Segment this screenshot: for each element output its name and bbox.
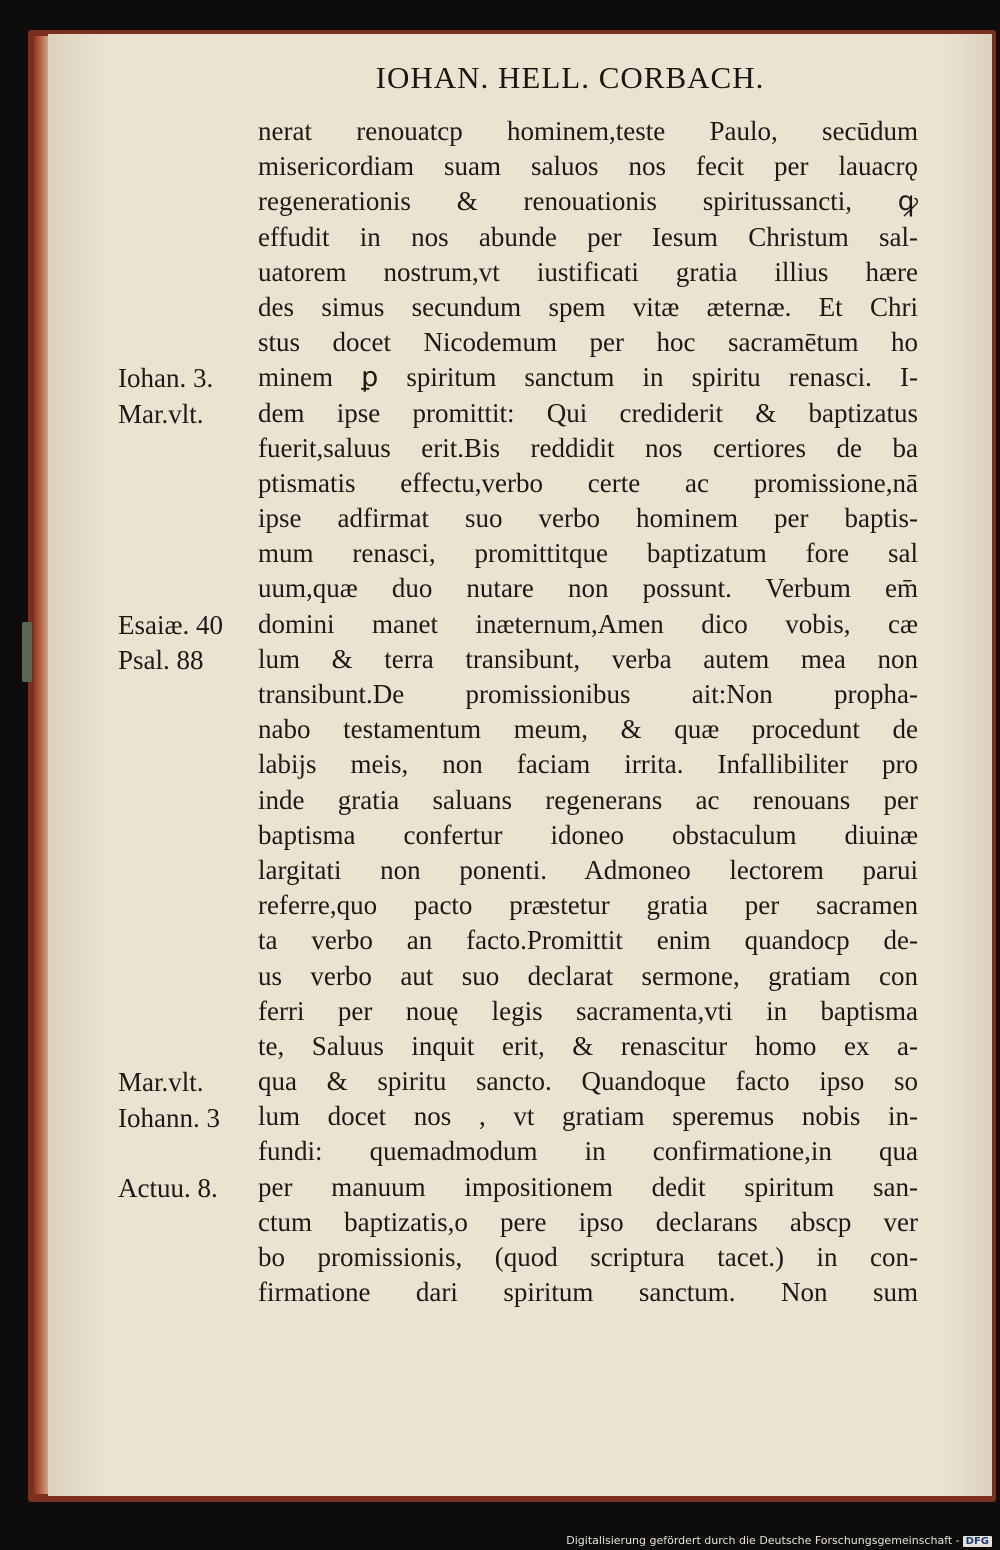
text-line: uatorem nostrum,vt iustificati gratia illius hære — [258, 256, 918, 287]
book-page — [48, 34, 992, 1496]
marginal-reference: Esaiæ. 40 — [118, 609, 223, 640]
text-line: largitati non ponenti. Admoneo lectorem parui — [258, 854, 918, 885]
text-line: misericordiam suam saluos nos fecit per lauacrǫ — [258, 151, 918, 182]
text-line: uum,quæ duo nutare non possunt. Verbum em̄ — [258, 573, 918, 604]
text-line: firmatione dari spiritum sanctum. Non sum — [258, 1277, 918, 1308]
marginal-reference: Mar.vlt. — [118, 1067, 204, 1098]
body-text — [258, 114, 918, 1310]
text-line: lum docet nos , vt gratiam speremus nobis in- — [258, 1101, 918, 1132]
footer-credit — [566, 1534, 992, 1547]
text-line: referre,quo pacto præstetur gratia per sacramen — [258, 890, 918, 921]
text-line: bo promissionis, (quod scriptura tacet.) in con- — [258, 1242, 918, 1272]
text-line: labijs meis, non faciam irrita. Infallibiliter pro — [258, 749, 918, 780]
text-line: ptismatis effectu,verbo certe ac promissione,nā — [258, 467, 918, 498]
marginal-reference: Mar.vlt. — [118, 398, 204, 429]
text-line: baptisma confertur idoneo obstaculum diuinæ — [258, 819, 918, 850]
footer-credit-text: Digitalisierung gefördert durch die Deutsche Forschungsgemeinschaft - — [566, 1534, 960, 1547]
text-line: nabo testamentum meum, & quæ procedunt de — [258, 714, 918, 745]
text-line: ipse adfirmat suo verbo hominem per baptis- — [258, 503, 918, 534]
marginal-reference: Iohan. 3. — [118, 363, 214, 394]
text-line: us verbo aut suo declarat sermone, gratiam con — [258, 960, 918, 991]
text-line: per manuum impositionem dedit spiritum san- — [258, 1171, 918, 1202]
text-line: domini manet inæternum,Amen dico vobis, cæ — [258, 608, 918, 639]
dfg-logo: DFG — [963, 1536, 992, 1547]
text-line: effudit in nos abunde per Iesum Christum sal- — [258, 221, 918, 252]
text-line: ctum baptizatis,o pere ipso declarans abscp ver — [258, 1206, 918, 1237]
text-line: te, Saluus inquit erit, & renascitur homo ex a- — [258, 1030, 918, 1061]
text-line: des simus secundum spem vitæ æternæ. Et Chri — [258, 291, 918, 322]
marginal-reference: Actuu. 8. — [118, 1173, 218, 1203]
running-head: IOHAN. HELL. CORBACH. — [375, 60, 765, 95]
text-line: minem ꝑ spiritum sanctum in spiritu renasci. I- — [258, 362, 918, 393]
text-line: stus docet Nicodemum per hoc sacramētum ho — [258, 327, 918, 358]
text-line: ferri per nouę legis sacramenta,vti in baptisma — [258, 995, 918, 1026]
text-line: regenerationis & renouationis spiritussancti, ꝙ — [258, 186, 918, 217]
text-line: qua & spiritu sancto. Quandoque facto ipso so — [258, 1066, 918, 1097]
text-line: fuerit,saluus erit.Bis reddidit nos certiores de ba — [258, 432, 918, 463]
page-edge — [34, 36, 48, 1494]
text-line: transibunt.De promissionibus ait:Non propha- — [258, 679, 918, 709]
text-line: mum renasci, promittitque baptizatum fore sal — [258, 538, 918, 569]
text-line: dem ipse promittit: Qui crediderit & baptizatus — [258, 397, 918, 428]
text-line: lum & terra transibunt, verba autem mea non — [258, 643, 918, 674]
book-clasp — [22, 622, 32, 682]
text-line: fundi: quemadmodum in confirmatione,in qua — [258, 1136, 918, 1167]
text-line: inde gratia saluans regenerans ac renouans per — [258, 784, 918, 815]
text-line: ta verbo an facto.Promittit enim quandocp de- — [258, 925, 918, 956]
marginal-reference: Psal. 88 — [118, 645, 204, 675]
marginal-reference: Iohann. 3 — [118, 1102, 220, 1133]
text-line: nerat renouatcp hominem,teste Paulo, secūdum — [258, 116, 918, 146]
